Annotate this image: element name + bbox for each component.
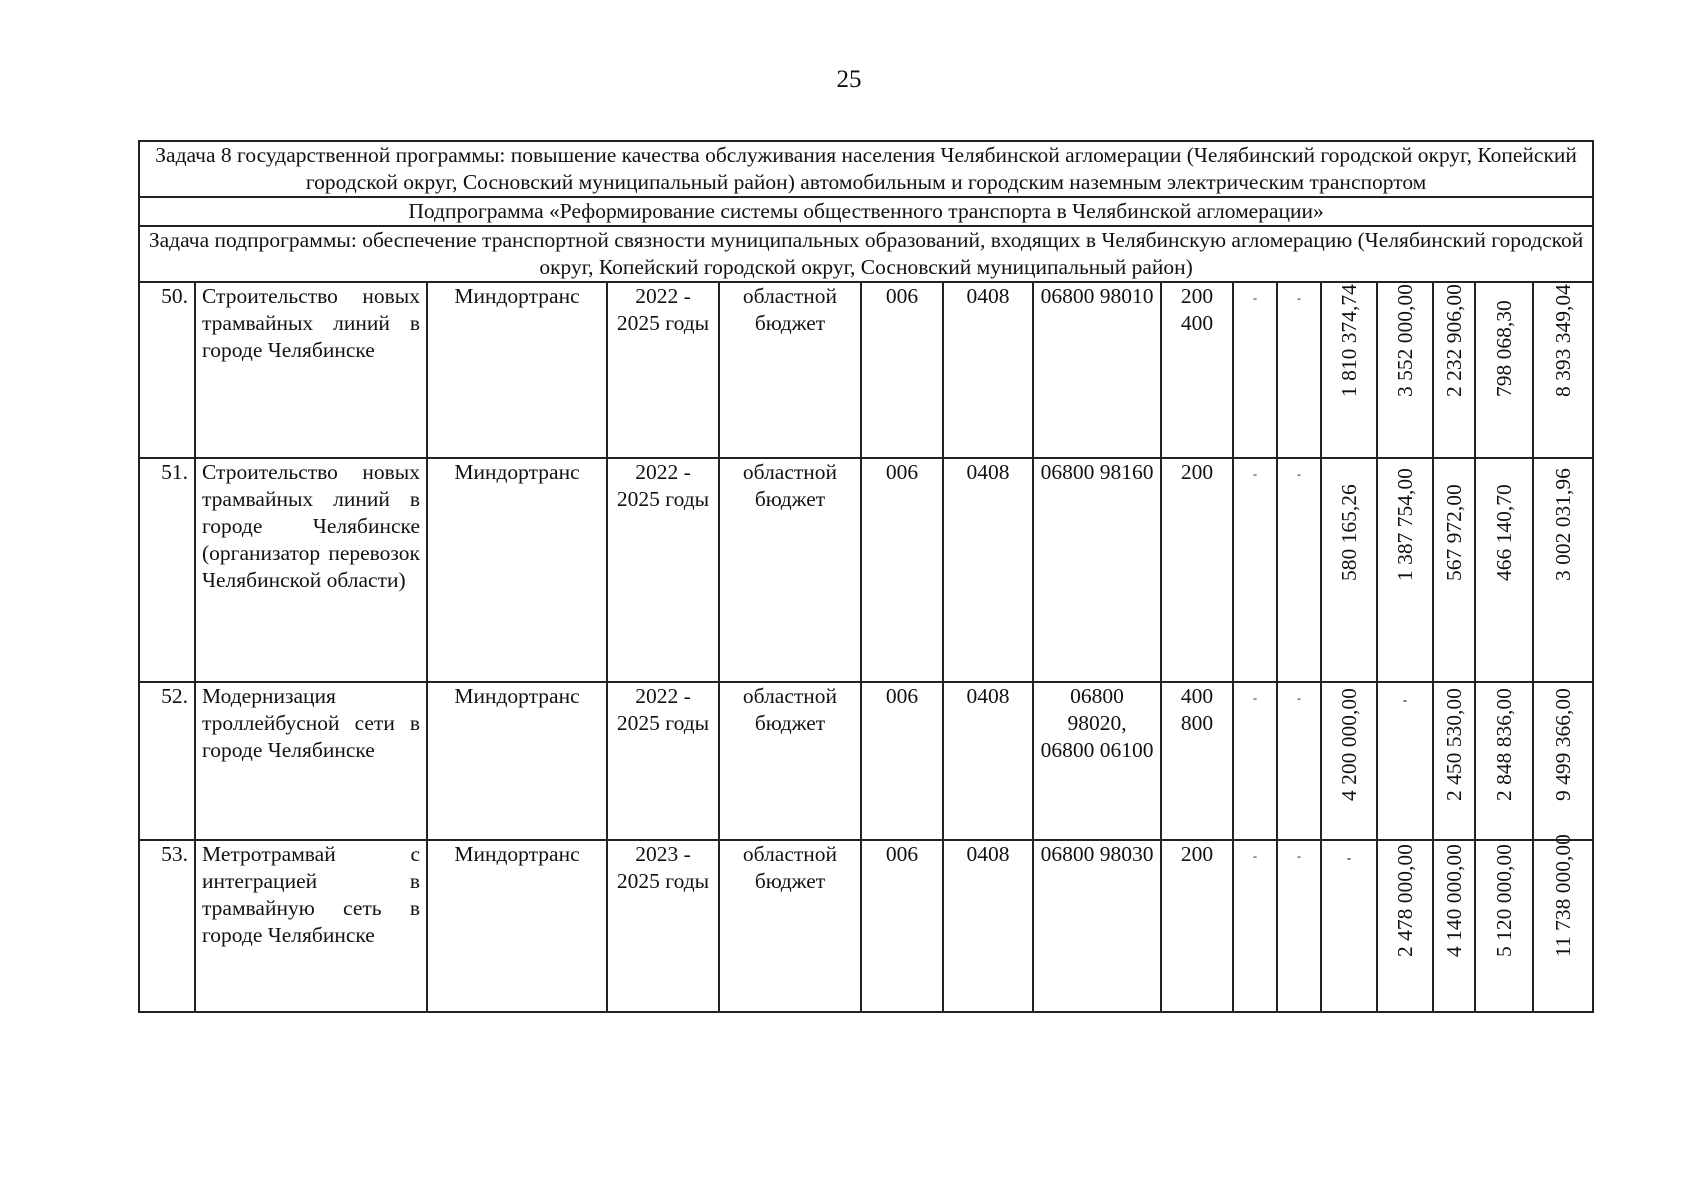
csr-code: 06800 98030 (1033, 840, 1161, 1012)
amount-2022: 4 200 000,00 (1337, 688, 1361, 801)
period: 2022 - 2025 годы (607, 682, 719, 840)
rzpr-code: 0408 (943, 458, 1033, 682)
period: 2022 - 2025 годы (607, 282, 719, 458)
executor: Миндортранс (427, 840, 607, 1012)
csr-code: 06800 98160 (1033, 458, 1161, 682)
executor: Миндортранс (427, 682, 607, 840)
amount-2023: - (1402, 693, 1408, 708)
table-row (139, 458, 1593, 682)
value-col-b: - (1277, 682, 1321, 840)
amount-2025: 466 140,70 (1492, 484, 1516, 581)
rzpr-code: 0408 (943, 840, 1033, 1012)
amount-2024: 2 450 530,00 (1442, 688, 1466, 801)
amount-2023: 3 552 000,00 (1393, 284, 1417, 397)
vr-code: 200 400 (1161, 282, 1233, 458)
table-row (139, 682, 1593, 840)
csr-code: 06800 98020, 06800 06100 (1033, 682, 1161, 840)
amount-2022: 1 810 374,74 (1337, 284, 1361, 397)
executor: Миндортранс (427, 458, 607, 682)
funding-source: областной бюджет (719, 840, 861, 1012)
program-table (138, 140, 1594, 1013)
grbs-code: 006 (861, 840, 943, 1012)
amount-total: 3 002 031,96 (1551, 468, 1576, 581)
value-col-b: - (1277, 458, 1321, 682)
grbs-code: 006 (861, 282, 943, 458)
subprogram-task-header: Задача подпрограммы: обеспечение транспортной связности муниципальных образований, входящих в Челябинскую агломерацию (Челябинский городской округ, Копейский городской округ, Сосновский муниципальный район) (139, 226, 1593, 282)
amount-2024: 567 972,00 (1442, 484, 1466, 581)
amount-2025: 2 848 836,00 (1492, 688, 1516, 801)
amount-total: 11 738 000,00 (1551, 834, 1576, 957)
measure-name: Модернизация троллейбусной сети в городе Челябинске (195, 682, 427, 840)
measure-name: Строительство новых трамвайных линий в городе Челябинске (195, 282, 427, 458)
amount-total: 8 393 349,04 (1551, 284, 1576, 397)
csr-code: 06800 98010 (1033, 282, 1161, 458)
amount-2025: 5 120 000,00 (1492, 844, 1516, 957)
period: 2023 - 2025 годы (607, 840, 719, 1012)
row-number: 52. (139, 682, 195, 840)
amount-2022: - (1346, 851, 1352, 866)
vr-code: 200 (1161, 840, 1233, 1012)
row-number: 51. (139, 458, 195, 682)
measure-name: Строительство новых трамвайных линий в городе Челябинске (организатор перевозок Челябинской области) (195, 458, 427, 682)
vr-code: 400 800 (1161, 682, 1233, 840)
funding-source: областной бюджет (719, 458, 861, 682)
subprogram-header: Подпрограмма «Реформирование системы общественного транспорта в Челябинской агломерации» (139, 197, 1593, 226)
measure-name: Метротрамвай с интеграцией в трамвайную сеть в городе Челябинске (195, 840, 427, 1012)
value-col-a: - (1233, 682, 1277, 840)
amount-2025: 798 068,30 (1492, 300, 1516, 397)
grbs-code: 006 (861, 682, 943, 840)
amount-2024: 2 232 906,00 (1442, 284, 1466, 397)
value-col-b: - (1277, 282, 1321, 458)
amount-total: 9 499 366,00 (1551, 688, 1576, 801)
table-row (139, 282, 1593, 458)
value-col-a: - (1233, 458, 1277, 682)
amount-2022: 580 165,26 (1337, 484, 1361, 581)
amount-2024: 4 140 000,00 (1442, 844, 1466, 957)
row-number: 50. (139, 282, 195, 458)
value-col-a: - (1233, 282, 1277, 458)
rzpr-code: 0408 (943, 282, 1033, 458)
amount-2023: 2 478 000,00 (1393, 844, 1417, 957)
period: 2022 - 2025 годы (607, 458, 719, 682)
value-col-a: - (1233, 840, 1277, 1012)
vr-code: 200 (1161, 458, 1233, 682)
table-row (139, 840, 1593, 1012)
page-number: 25 (836, 66, 862, 93)
funding-source: областной бюджет (719, 282, 861, 458)
rzpr-code: 0408 (943, 682, 1033, 840)
funding-source: областной бюджет (719, 682, 861, 840)
amount-2023: 1 387 754,00 (1393, 468, 1417, 581)
grbs-code: 006 (861, 458, 943, 682)
row-number: 53. (139, 840, 195, 1012)
state-program-task-header: Задача 8 государственной программы: повышение качества обслуживания населения Челябинской агломерации (Челябинский городской округ, Копейский городской округ, Сосновский муниципальный район) автомобильным и городским наземным электрическим транспортом (139, 141, 1593, 197)
value-col-b: - (1277, 840, 1321, 1012)
executor: Миндортранс (427, 282, 607, 458)
